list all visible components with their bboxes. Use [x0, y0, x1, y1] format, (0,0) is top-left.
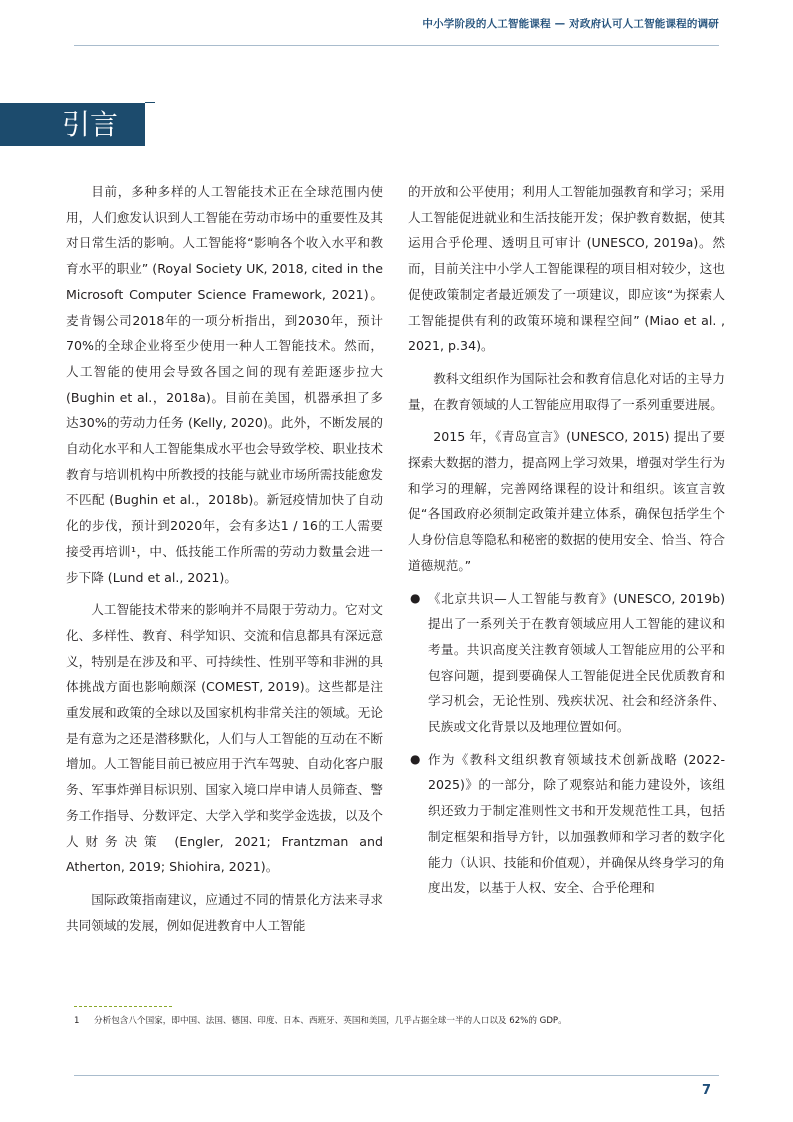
list-item	[408, 586, 725, 740]
footnote-divider	[74, 1006, 172, 1007]
paragraph-qingdao: 2015 年，《青岛宣言》(UNESCO, 2015) 提出了要探索大数据的潜力，提高网上学习效果，增强对学生行为和学习的理解，完善网络课程的设计和组织。该宣言敦促“各国政府必须制定政策并建立体系，确保包括学生个人身份信息等隐私和秘密的数据的使用安全、恰当、符合道德规范。”	[408, 429, 725, 573]
page-number: 7	[701, 1083, 711, 1098]
bullet-text-beijing: 《北京共识—人工智能与教育》(UNESCO, 2019b) 提出了一系列关于在教育领域应用人工智能的建议和考量。共识高度关注教育领域人工智能应用的公平和包容问题，提到要确保人工智能促进全民优质教育和学习机会，无论性别、残疾状况、社会和经济条件、民族或文化背景以及地理位置如何。	[428, 590, 725, 735]
paragraph-intro: 目前，多种多样的人工智能技术正在全球范围内使用，人们愈发认识到人工智能在劳动市场中的重要性及其对日常生活的影响。人工智能将“影响各个收入水平和教育水平的职业” (Royal Society UK, 2018, cited in the Microsoft Computer Science Framework, 2021)。麦肯锡公司2018年的一项分析指出，到2030年，预计70%的全球企业将至少使用一种人工智能技术。然而，人工智能的使用会导致各国之间的现有差距逐步拉大 (Bughin et al.，2018a)。目前在美国，机器承担了多达30%的劳动力任务 (Kelly, 2020)。此外，不断发展的自动化水平和人工智能集成水平也会导致学校、职业技术教育与培训机构中所教授的技能与就业市场所需技能愈发不匹配 (Bughin et al.，2018b)。新冠疫情加快了自动化的步伐，预计到2020年，会有多达1 / 16的工人需要接受再培训¹，中、低技能工作所需的劳动力数量会进一步下降 (Lund et al., 2021)。	[66, 184, 383, 585]
list-item	[408, 747, 725, 901]
bullet-text-strategy: 作为《教科文组织教育领域技术创新战略 (2022-2025)》的一部分，除了观察站和能力建设外，该组织还致力于制定准则性文书和开发规范性工具，包括制定框架和指导方针，以加强教师和学习者的数字化能力（认识、技能和价值观），并确保从终身学习的角度出发，以基于人权、安全、合乎伦理和	[428, 751, 725, 896]
footnote-number: 1	[74, 1016, 80, 1026]
footnote	[74, 1014, 724, 1026]
paragraph-unesco: 教科文组织作为国际社会和教育信息化对话的主导力量，在教育领域的人工智能应用取得了一系列重要进展。	[408, 370, 725, 412]
bullet-list	[408, 586, 725, 901]
section-title: 引言	[0, 103, 145, 146]
footer-divider	[74, 1075, 719, 1076]
footnote-text: 分析包含八个国家，即中国、法国、德国、印度、日本、西班牙、英国和美国，几乎占据全球一半的人口以及 62%的 GDP。	[94, 1016, 567, 1026]
running-header: 中小学阶段的人工智能课程 — 对政府认可人工智能课程的调研	[422, 18, 719, 30]
paragraph-policy: 国际政策指南建议，应通过不同的情景化方法来寻求共同领域的发展，例如促进教育中人工智能	[66, 891, 383, 933]
header-divider	[74, 45, 719, 46]
paragraph-continued: 的开放和公平使用；利用人工智能加强教育和学习；采用人工智能促进就业和生活技能开发；保护教育数据，使其运用合乎伦理、透明且可审计 (UNESCO, 2019a)。然而，目前关注中小学人工智能课程的项目相对较少，这也促使政策制定者最近颁发了一项建议，即应该“为探索人工智能提供有利的政策环境和课程空间” (Miao et al. , 2021, p.34)。	[408, 184, 725, 354]
bullet-dot-icon: ●	[410, 751, 421, 766]
title-accent-line	[145, 102, 155, 103]
right-column	[408, 179, 725, 908]
bullet-dot-icon: ●	[410, 590, 421, 605]
paragraph-impact: 人工智能技术带来的影响并不局限于劳动力。它对文化、多样性、教育、科学知识、交流和信息都具有深远意义，特别是在涉及和平、可持续性、性别平等和非洲的具体挑战方面也影响颇深 (COMEST, 2019)。这些都是注重发展和政策的全球以及国家机构非常关注的领域。无论是有意为之还是潜移默化，人们与人工智能的互动在不断增加。人工智能目前已被应用于汽车驾驶、自动化客户服务、军事炸弹目标识别、国家入境口岸申请人员筛查、警务工作指导、分数评定、大学入学和奖学金选拔，以及个人财务决策 (Engler, 2021; Frantzman and Atherton, 2019; Shiohira, 2021)。	[66, 602, 383, 875]
left-column	[66, 179, 383, 945]
